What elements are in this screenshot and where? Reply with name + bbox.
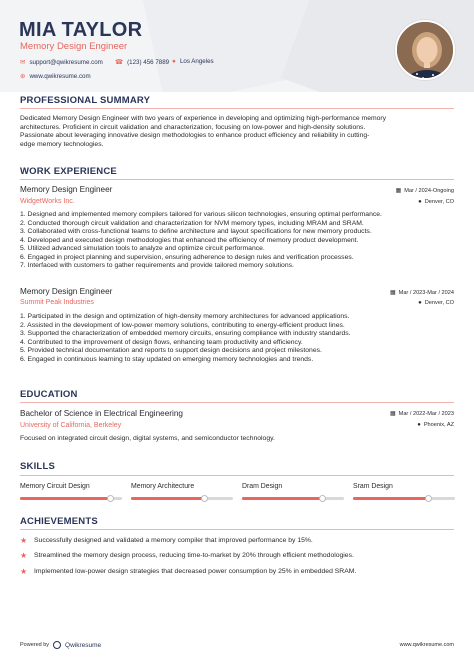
list-item: 5. Provided technical documentation and reports to support design decisions and project milestones. <box>20 347 322 354</box>
skill-level-fill <box>20 497 110 500</box>
section-divider <box>20 475 454 476</box>
award-icon: ★ <box>20 551 28 560</box>
skill-item <box>20 483 122 500</box>
contact-location <box>172 58 214 65</box>
skill-level-bar <box>353 497 455 500</box>
award-icon: ★ <box>20 536 28 545</box>
map-pin-icon: ● <box>172 58 176 65</box>
achievement-text: Implemented low-power design strategies that decreased power consumption by 25% in embedded SRAM. <box>34 568 357 575</box>
skill-level-bar <box>20 497 122 500</box>
award-icon: ★ <box>20 567 28 576</box>
list-item: 2. Assisted in the development of low-power memory solutions, contributing to energy-efficient product lines. <box>20 321 345 329</box>
phone-icon: ☎ <box>115 59 124 66</box>
calendar-icon: ▦ <box>389 411 396 417</box>
summary-line: Passionate about leveraging innovative design methodologies to enhance product efficiency and reliability in cutting- <box>20 132 370 140</box>
candidate-name: MIA TAYLOR <box>19 19 143 41</box>
summary-heading: PROFESSIONAL SUMMARY <box>20 95 151 106</box>
list-item: 3. Supported the characterization of embedded memory circuits, ensuring compliance with industry standards. <box>20 330 351 337</box>
skill-item <box>131 483 233 500</box>
footer-website[interactable]: www.qwikresume.com <box>399 642 454 648</box>
job-title: Memory Design Engineer <box>20 287 113 296</box>
skill-level-knob <box>425 495 432 502</box>
job-title: Memory Design Engineer <box>20 185 113 194</box>
list-item: 6. Engaged in project planning and supervision, ensuring adherence to design rules and verification processes. <box>20 253 354 261</box>
website-text: www.qwikresume.com <box>29 72 91 80</box>
education-description: Focused on integrated circuit design, digital systems, and semiconductor technology. <box>20 435 275 442</box>
envelope-icon: ✉ <box>20 59 26 66</box>
skill-level-knob <box>107 495 114 502</box>
skill-name: Sram Design <box>353 483 393 490</box>
skill-level-fill <box>353 497 428 500</box>
skill-name: Memory Circuit Design <box>20 483 90 490</box>
skill-level-fill <box>242 497 322 500</box>
achievements-heading: ACHIEVEMENTS <box>20 516 98 527</box>
skill-item <box>353 483 455 500</box>
phone-text: (123) 456 7889 <box>127 58 170 66</box>
education-heading: EDUCATION <box>20 389 78 400</box>
calendar-icon: ▦ <box>395 188 402 194</box>
skill-level-knob <box>319 495 326 502</box>
map-pin-icon: ● <box>417 422 421 428</box>
calendar-icon: ▦ <box>389 290 396 296</box>
location-text: Denver, CO <box>424 199 454 205</box>
powered-by-text: Powered by <box>20 642 50 648</box>
email-text: support@qwikresume.com <box>29 58 103 66</box>
education-dates <box>390 410 454 417</box>
contact-phone[interactable] <box>115 58 169 66</box>
list-item: 4. Developed and executed design methodologies that enhanced the efficiency of memory product development. <box>20 236 359 244</box>
section-divider <box>20 402 454 403</box>
map-pin-icon: ● <box>418 300 422 306</box>
skills-heading: SKILLS <box>20 461 55 472</box>
job-location <box>418 199 454 205</box>
job-location <box>418 300 454 306</box>
location-text: Denver, CO <box>424 300 454 306</box>
job-bullets <box>20 313 450 364</box>
list-item: 6. Engaged in continuous learning to stay updated on emerging memory technologies and trends. <box>20 355 314 363</box>
dates-text: Mar / 2022-Mar / 2023 <box>398 410 454 417</box>
degree-title: Bachelor of Science in Electrical Engineering <box>20 409 183 418</box>
section-divider <box>20 108 454 109</box>
company-name: WidgetWorks Inc. <box>20 198 75 205</box>
candidate-role: Memory Design Engineer <box>20 41 128 52</box>
location-text: Phoenix, AZ <box>423 422 454 428</box>
list-item: 7. Interfaced with customers to gather requirements and provide tailored memory solutions. <box>20 262 294 269</box>
list-item: 1. Designed and implemented memory compilers tailored for various silicon technologies, ensuring optimal performance. <box>20 211 382 218</box>
list-item: 2. Conducted thorough circuit validation and characterization for NVM memory types, including MRAM and SRAM. <box>20 219 364 227</box>
profile-photo <box>395 20 455 80</box>
experience-heading: WORK EXPERIENCE <box>20 166 117 177</box>
skill-item <box>242 483 344 500</box>
location-text: Los Angeles <box>179 58 214 65</box>
footer-branding <box>20 641 101 649</box>
school-name: University of California, Berkeley <box>20 422 122 429</box>
contact-email[interactable] <box>20 58 103 66</box>
dates-text: Mar / 2024-Ongoing <box>404 187 454 194</box>
list-item: 4. Contributed to the improvement of design flows, enhancing team productivity and efficiency. <box>20 338 303 346</box>
skill-name: Memory Architecture <box>131 483 195 490</box>
map-pin-icon: ● <box>418 199 422 205</box>
summary-text <box>20 115 454 150</box>
achievement-item <box>20 567 356 576</box>
list-item: 3. Collaborated with cross-functional teams to define architecture and layout specifications for new memory products. <box>20 228 372 235</box>
brand-name[interactable]: Qwikresume <box>65 641 102 649</box>
achievement-item <box>20 536 313 545</box>
summary-line: edge memory technologies. <box>20 141 104 149</box>
section-divider <box>20 179 454 180</box>
skill-level-fill <box>131 497 204 500</box>
summary-line: Dedicated Memory Design Engineer with two years of experience in developing and optimizing high-performance memory <box>20 115 387 122</box>
skill-level-bar <box>242 497 344 500</box>
contact-website[interactable] <box>20 72 91 80</box>
achievement-text: Streamlined the memory design process, reducing time-to-market by 20% through efficient methodologies. <box>34 552 354 559</box>
section-divider <box>20 529 454 530</box>
job-dates <box>390 289 454 296</box>
skill-name: Dram Design <box>242 483 283 490</box>
dates-text: Mar / 2023-Mar / 2024 <box>398 289 454 296</box>
qwikresume-logo-icon <box>53 641 61 649</box>
company-name: Summit Peak Industries <box>20 299 94 306</box>
list-item: 1. Participated in the design and optimization of high-density memory architectures for advanced applications. <box>20 313 350 320</box>
education-location <box>417 422 454 428</box>
list-item: 5. Utilized advanced simulation tools to analyze and optimize circuit performance. <box>20 245 265 252</box>
skill-level-bar <box>131 497 233 500</box>
summary-line: architectures. Proficient in circuit validation and characterization, focusing on low-power and high-density solutions. <box>20 123 366 131</box>
globe-icon: ⊕ <box>20 73 26 80</box>
skill-level-knob <box>201 495 208 502</box>
achievement-item <box>20 551 354 560</box>
achievement-text: Successfully designed and validated a memory compiler that improved performance by 15%. <box>34 537 313 544</box>
job-bullets <box>20 211 450 271</box>
job-dates <box>396 187 454 194</box>
